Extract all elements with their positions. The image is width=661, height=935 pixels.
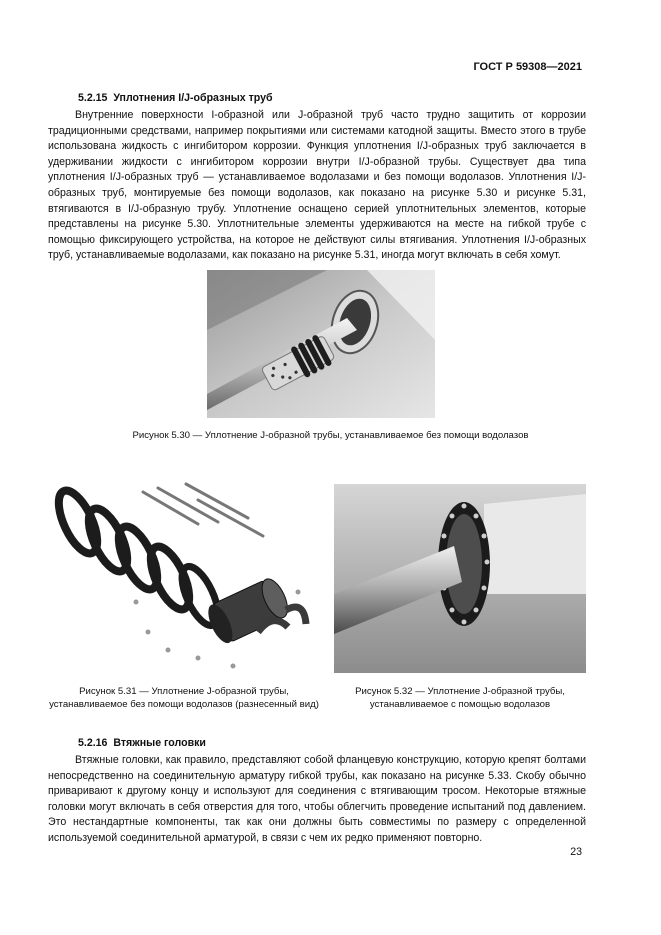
section-heading-5-2-15 (78, 92, 273, 104)
figure-5-32-caption: Рисунок 5.32 — Уплотнение J-образной трубы, устанавливаемое с помощью водолазов (355, 686, 565, 710)
section-heading-5-2-16 (78, 737, 206, 749)
section-title: Уплотнения I/J-образных труб (113, 92, 273, 104)
figure-5-32-image (334, 484, 586, 673)
section-paragraph-5-2-15: Внутренние поверхности I-образной или J-образной труб часто трудно защитить от коррозии традиционными средствами, например покрытиями или системами катодной защиты. Вместо этого в трубе использована жидкость с ингибитором коррозии. Функция уплотнения I/J-образных труб заключается в удерживании жидкости с ингибитором коррозии внутри I/J-образной трубы. Существует два типа уплотнения I/J-образных труб — устанавливаемое водолазами и без помощи водолазов. Уплотнения I/J-образных труб, монтируемые без помощи водолазов, как показано на рисунке 5.30 и рисунке 5.31, втягиваются в I/J-образную трубу. Уплотнение оснащено серией уплотнительных элементов, которые представлены на рисунке 5.30. Уплотнительные элементы удерживаются на месте на гибкой трубе с помощью фиксирующего устройства, на которое не действуют силы втягивания. Уплотнения I/J-образных труб, устанавливаемые водолазами, как показано на рисунке 5.31, иногда могут включать в себя хомут. (48, 109, 586, 262)
figure-5-31-caption: Рисунок 5.31 — Уплотнение J-образной трубы, устанавливаемое без помощи водолазов (разнесенный вид) (49, 686, 319, 710)
page-number: 23 (570, 846, 582, 858)
section-number: 5.2.16 (78, 737, 108, 749)
figure-5-30-caption: Рисунок 5.30 — Уплотнение J-образной трубы, устанавливаемое без помощи водолазов (132, 430, 529, 441)
section-paragraph-5-2-16: Втяжные головки, как правило, представляют собой фланцевую конструкцию, которую крепят болтами непосредственно на соединительную арматуру гибкой трубы, как показано на рисунке 5.33. Скобу обычно приваривают к другому концу и используют для соединения с втягивающим тросом. Некоторые втяжные головки могут включать в себя отверстия для того, чтобы облегчить проведение испытаний под давлением. Это нестандартные компоненты, так как они должны быть совместимы по размеру с определенной используемой соединительной арматурой, в связи с чем их редко применяют повторно. (48, 754, 586, 844)
section-title: Втяжные головки (113, 737, 206, 749)
figure-5-30-image (207, 270, 435, 418)
section-number: 5.2.15 (78, 92, 108, 104)
document-code-header: ГОСТ Р 59308—2021 (473, 61, 582, 73)
figure-5-31-image (48, 482, 320, 672)
